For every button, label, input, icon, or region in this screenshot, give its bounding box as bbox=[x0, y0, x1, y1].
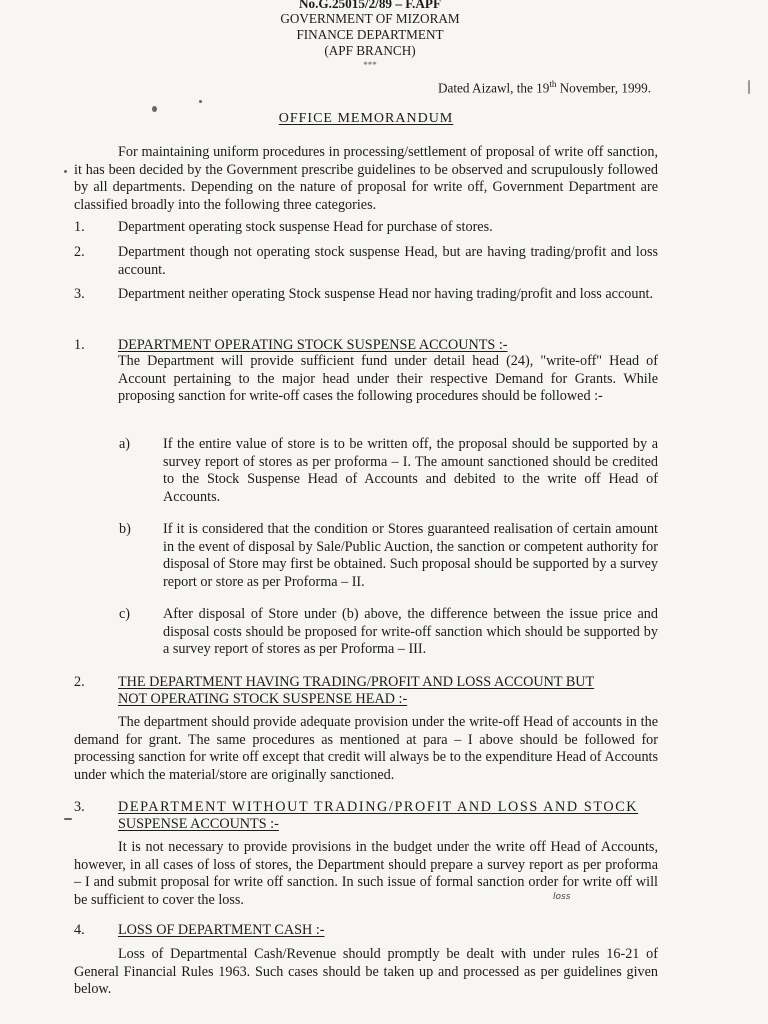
category-number-2: 2. bbox=[74, 244, 85, 260]
scan-speck bbox=[748, 80, 750, 94]
category-text-3: Department neither operating Stock suspense Head nor having trading/profit and loss account. bbox=[118, 286, 654, 302]
category-text-1: Department operating stock suspense Head for purchase of stores. bbox=[118, 219, 493, 235]
section-1-item-c-text: After disposal of Store under (b) above, the difference between the issue price and disposal costs should be proposed for write-off sanction which should be supported by a survey report of stores as per Proforma – III. bbox=[163, 606, 658, 658]
section-3-heading-line-2: SUSPENSE ACCOUNTS :- bbox=[118, 816, 279, 832]
file-number: No.G.25015/2/89 – F.APF bbox=[298, 0, 441, 11]
branch-heading: (APF BRANCH) bbox=[324, 43, 416, 58]
dated-line: Dated Aizawl, the 19th November, 1999. bbox=[438, 79, 652, 96]
section-1-item-a-text: If the entire value of store is to be written off, the proposal should be supported by a survey report of stores as per proforma – I. The amount sanctioned should be credited to the Stock Suspense Head of Accounts and debited to the write off Head of Accounts. bbox=[163, 436, 658, 505]
category-number-1: 1. bbox=[74, 219, 85, 235]
section-2-heading-line-1: THE DEPARTMENT HAVING TRADING/PROFIT AND LOSS ACCOUNT BUT bbox=[118, 674, 595, 690]
intro-paragraph: For maintaining uniform procedures in processing/settlement of proposal of write off sanction, it has been decided by the Government prescribe guidelines to be observed and scrupulously followed by all departments. Depending on the nature of proposal for write off, Government Department are classified broadly into the following three categories. bbox=[74, 144, 658, 213]
section-3-heading-line-1: DEPARTMENT WITHOUT TRADING/PROFIT AND LOSS AND STOCK bbox=[118, 799, 639, 815]
category-text-2: Department though not operating stock suspense Head, but are having trading/profit and loss account. bbox=[118, 244, 658, 278]
handwritten-note: loss bbox=[553, 892, 571, 902]
government-heading: GOVERNMENT OF MIZORAM bbox=[280, 11, 460, 26]
memo-title: OFFICE MEMORANDUM bbox=[278, 111, 454, 126]
section-2-number: 2. bbox=[74, 674, 85, 690]
section-2-heading-line-2: NOT OPERATING STOCK SUSPENSE HEAD :- bbox=[118, 691, 408, 707]
section-1-item-b-label: b) bbox=[119, 521, 131, 537]
section-3-paragraph: It is not necessary to provide provisions in the budget under the write off Head of Accounts, however, in all cases of loss of stores, the Department should prepare a survey report as per proforma – I and submit proposal for write off sanction. In such issue of formal sanction order for write off will be sufficient to cover the loss. bbox=[74, 839, 658, 908]
section-4-paragraph: Loss of Departmental Cash/Revenue should promptly be dealt with under rules 16-21 of General Financial Rules 1963. Such cases should be taken up and processed as per guidelines given below. bbox=[74, 946, 658, 998]
section-1-number: 1. bbox=[74, 337, 85, 353]
department-heading: FINANCE DEPARTMENT bbox=[296, 27, 444, 42]
scan-speck bbox=[64, 170, 67, 173]
scan-speck bbox=[64, 818, 72, 820]
section-1-item-a-label: a) bbox=[119, 436, 131, 452]
section-4-heading: LOSS OF DEPARTMENT CASH :- bbox=[118, 922, 325, 938]
section-2-paragraph: The department should provide adequate provision under the write-off Head of accounts in the demand for grant. The same procedures as mentioned at para – I above should be followed for processing sanction for write off except that credit will always be to the expenditure Head of Accounts under which the material/store are originally sanctioned. bbox=[74, 714, 658, 783]
section-1-item-c-label: c) bbox=[119, 606, 131, 622]
ordinal-suffix: th bbox=[549, 79, 557, 89]
scan-speck bbox=[199, 100, 202, 103]
section-4-number: 4. bbox=[74, 922, 85, 938]
section-1-paragraph: The Department will provide sufficient fund under detail head (24), "write-off" Head of Account pertaining to the major head under their respective Demand for Grants. While proposing sanction for write-off cases the following procedures should be followed :- bbox=[118, 353, 658, 405]
category-number-3: 3. bbox=[74, 286, 85, 302]
section-3-number: 3. bbox=[74, 799, 85, 815]
header-separator: *** bbox=[363, 60, 377, 70]
section-1-heading: DEPARTMENT OPERATING STOCK SUSPENSE ACCOUNTS :- bbox=[118, 337, 508, 353]
scan-speck bbox=[152, 106, 157, 112]
section-1-item-b-text: If it is considered that the condition or Stores guaranteed realisation of certain amount in the event of disposal by Sale/Public Auction, the sanction or competent authority for disposal of Store may first be obtained. Such proposal should be supported by a survey report or store as per Proforma – II. bbox=[163, 521, 658, 590]
